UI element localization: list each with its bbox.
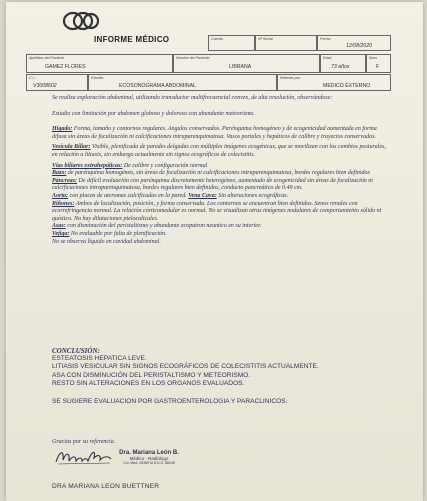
ci-label: C.I.: <box>29 76 36 80</box>
sexo-box <box>366 54 391 73</box>
nombre-box <box>173 54 320 73</box>
finding-text: Ambos de localización, posición, y forma conservada. Los contornos se encuentran bien definidos. Senos renales con ecorrefringencia normal. La relación córticomedular es normal. No se visualizan otras imágenes nodulares de comportamiento sólido ni quístico. No hay dilataciones pielocalicales. <box>52 200 382 222</box>
ci-value: V3008602 <box>33 82 57 89</box>
finding-text: No evaluable por falta de plenificación. <box>69 230 167 237</box>
finding-asas <box>52 223 392 231</box>
liquido-note: No se observa líquido en cavidad abdominal. <box>52 238 161 245</box>
finding-text: De difícil evaluación con parénquima discretamente heterogéneo, aumentado de ecogenicidad sin áreas de focalización ni calcificaciones intraparenquimatosa, bordes regulares bien definidos, conducto pancreático de 0.49 cm. <box>52 177 373 192</box>
edad-label: Edad <box>323 56 332 60</box>
ci-box <box>26 74 88 91</box>
conclusion-line: LITIASIS VESICULAR SIN SIGNOS ECOGRÁFICOS DE COLECISTITIS ACTUALMENTE. <box>52 363 319 371</box>
finding-text: Sin alteraciones ecográficas. <box>216 192 289 199</box>
finding-title: Hígado: <box>52 126 73 133</box>
referido-label: Referido por: <box>280 76 301 80</box>
finding-title: Asas: <box>52 223 66 230</box>
finding-higado <box>52 126 392 141</box>
finding-text: Visible, plenificada de paredes delgadas con múltiples imágenes ecogénicas, que se movilizan con los cambios posturales, en relación a litiasis, sin embargo actualmente sin signos ecográficos de colecistitis. <box>52 144 386 158</box>
finding-text: con placas de ateromas calcificadas en la pared. <box>68 192 187 199</box>
cuenta-label: Cuenta <box>211 37 223 41</box>
conclusion-line: ASA CON DISMINUCIÓN DEL PERISTALTISMO Y METEORISMO. <box>52 371 251 379</box>
finding-title: Vena Cava: <box>188 192 217 199</box>
finding-title: Vejiga: <box>52 230 70 237</box>
sexo-label: Sexo <box>369 56 378 60</box>
apellidos-value: GAMEZ FLORES <box>45 64 86 70</box>
nsocial-box <box>255 35 317 51</box>
apellidos-label: Apellidos del Paciente <box>29 56 65 60</box>
finding-aorta-vena-cava <box>52 193 392 201</box>
finding-title: Bazo: <box>52 170 67 177</box>
conclusion-line: ESTEATOSIS HEPATICA LEVE. <box>52 355 147 363</box>
doctor-name: DRA MARIANA LEON BUETTNER <box>52 483 160 490</box>
estudio-label: Estudio: <box>91 76 104 80</box>
referido-value: MEDICO EXTERNO <box>323 82 371 89</box>
cuenta-box <box>208 35 255 51</box>
finding-title: Riñones: <box>52 200 75 207</box>
findings-section <box>52 95 392 246</box>
conclusion-line: RESTO SIN ALTERACIONES EN LOS ORGANOS EVALUADOS. <box>52 379 245 387</box>
finding-title: Vesícula Biliar: <box>52 144 91 151</box>
fecha-box <box>317 35 391 51</box>
finding-title: Aorta: <box>52 192 69 199</box>
signature-icon <box>54 446 114 468</box>
apellidos-box <box>26 54 173 73</box>
conclusion-section <box>52 347 392 406</box>
edad-box <box>320 54 366 73</box>
doctor-stamp <box>114 450 184 465</box>
thanks-note: Gracias por su referencia. <box>52 439 116 445</box>
referido-box <box>277 74 391 91</box>
suggestion-line: SE SUGIERE EVALUACION POR GASTROENTEROLOGIA Y PARACLINICOS. <box>52 398 288 406</box>
finding-pancreas <box>52 178 392 193</box>
nsocial-label: Nº Social <box>258 37 273 41</box>
clinic-logo-icon <box>61 10 101 32</box>
estudio-value: ECOSONOGRAMA ABDOMINAL <box>119 82 196 89</box>
finding-rinones <box>52 201 392 224</box>
nombre-value: LIBRANA <box>229 64 252 70</box>
report-title: INFORME MÉDICO <box>94 35 170 44</box>
finding-bazo <box>52 170 392 178</box>
conclusion-heading: CONCLUSIÓN: <box>52 347 100 355</box>
finding-vejiga <box>52 231 392 239</box>
finding-vesicula <box>52 144 392 159</box>
stamp-role: Médico - Radiólogo <box>129 456 169 461</box>
estudio-box <box>88 74 277 91</box>
finding-text: con disminución del peristaltismo y abundante ecopatron neumico en su interior. <box>65 223 262 230</box>
finding-title: Páncreas: <box>52 177 77 184</box>
edad-value: 73 años <box>331 64 350 70</box>
fecha-value: 12/08/2020 <box>346 43 372 49</box>
fecha-label: Fecha: <box>320 37 331 41</box>
medical-report-page <box>6 2 423 501</box>
stamp-name: Dra. Mariana León B. <box>119 450 179 456</box>
intro-paragraph: Se realiza exploración abdominal, utilizando transductor multifrecuencial convex, de alta resolución, observándose: <box>52 95 333 101</box>
finding-text: De calibre y configuración normal <box>122 162 208 169</box>
nombre-label: Nombre del Paciente <box>176 56 210 60</box>
finding-text: de parénquima homogéneo, sin áreas de focalización ni calcificaciones intraparenquimatosa, bordes regulares bien definidos <box>66 170 370 177</box>
finding-text: Forma, tamaño y contornos regulares. Angulos conservados. Parénquima homogéneo y de ecogenicidad aumentada en forma difusa sin áreas de focalización ni calcificaciones intraparenquimatosa. Vasos portales y hepáticos de calibre y trayectos conservados. <box>52 126 377 140</box>
stamp-codes: Col. Med. 25369 M.S.D.S. 88108 <box>123 461 175 465</box>
limitation-paragraph: Estudio con limitación por abdomen globoso y doloroso con abundante meteorismo. <box>52 110 255 117</box>
sexo-value: F <box>376 64 380 70</box>
finding-title: Vías biliares extrahepáticas: <box>52 162 123 169</box>
